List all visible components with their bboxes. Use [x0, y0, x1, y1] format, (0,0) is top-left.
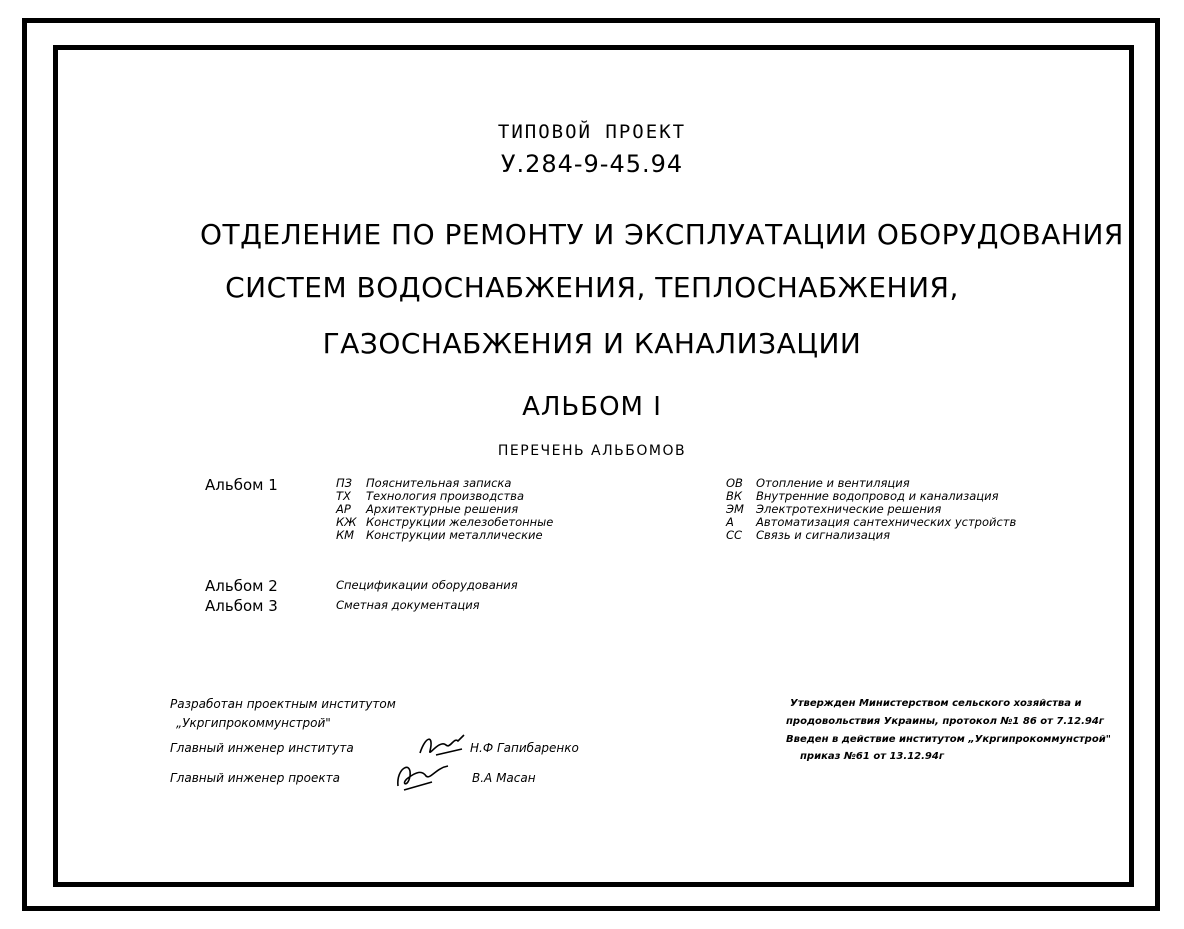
- signature-1: [416, 731, 468, 761]
- section-name: Автоматизация сантехнических устройств: [756, 515, 1017, 529]
- title-line-3: ГАЗОСНАБЖЕНИЯ И КАНАЛИЗАЦИИ: [322, 327, 862, 360]
- album-1-label: Альбом 1: [205, 476, 278, 494]
- section-code: ТХ: [336, 489, 351, 503]
- section-name: Технология производства: [366, 489, 524, 503]
- album-title: АЛЬБОМ I: [522, 392, 662, 422]
- doc-type: ТИПОВОЙ ПРОЕКТ: [497, 121, 687, 143]
- approval-line-4: приказ №61 от 13.12.94г: [800, 751, 945, 762]
- section-code: А: [726, 515, 734, 529]
- chief-engineer-institute-label: Главный инженер института: [170, 741, 354, 755]
- section-code: КМ: [336, 528, 355, 542]
- section-code: АР: [336, 502, 351, 516]
- developer-line-2: „Укргипрокоммунстрой": [176, 716, 331, 730]
- approval-line-3: Введен в действие институтом „Укргипрокоммунстрой": [786, 734, 1111, 745]
- album-2-label: Альбом 2: [205, 577, 278, 595]
- doc-code: У.284-9-45.94: [500, 150, 684, 178]
- section-code: ПЗ: [336, 476, 353, 490]
- section-name: Электротехнические решения: [756, 502, 942, 516]
- section-name: Конструкции металлические: [366, 528, 543, 542]
- section-name: Внутренние водопровод и канализация: [756, 489, 999, 503]
- section-code: КЖ: [336, 515, 357, 529]
- album-3-name: Сметная документация: [336, 598, 480, 612]
- section-code: ОВ: [726, 476, 743, 490]
- title-line-2: СИСТЕМ ВОДОСНАБЖЕНИЯ, ТЕПЛОСНАБЖЕНИЯ,: [225, 271, 959, 304]
- title-line-1: ОТДЕЛЕНИЕ ПО РЕМОНТУ И ЭКСПЛУАТАЦИИ ОБОРУДОВАНИЯ: [200, 218, 1124, 251]
- chief-engineer-project-name: В.А Масан: [472, 771, 536, 785]
- section-name: Конструкции железобетонные: [366, 515, 554, 529]
- approval-line-1: Утвержден Министерством сельского хозяйства и: [790, 698, 1082, 709]
- developer-line-1: Разработан проектным институтом: [170, 697, 396, 711]
- chief-engineer-institute-name: Н.Ф Гапибаренко: [470, 741, 579, 755]
- section-code: ЭМ: [726, 502, 744, 516]
- chief-engineer-project-label: Главный инженер проекта: [170, 771, 340, 785]
- album-3-label: Альбом 3: [205, 597, 278, 615]
- album-2-name: Спецификации оборудования: [336, 578, 518, 592]
- approval-line-2: продовольствия Украины, протокол №1 86 от 7.12.94г: [786, 716, 1105, 727]
- section-code: ВК: [726, 489, 743, 503]
- albums-list-heading: ПЕРЕЧЕНЬ АЛЬБОМОВ: [497, 443, 687, 459]
- section-name: Пояснительная записка: [366, 476, 512, 490]
- section-name: Отопление и вентиляция: [756, 476, 910, 490]
- signature-2: [392, 758, 454, 794]
- section-name: Связь и сигнализация: [756, 528, 891, 542]
- section-code: СС: [726, 528, 743, 542]
- section-name: Архитектурные решения: [366, 502, 519, 516]
